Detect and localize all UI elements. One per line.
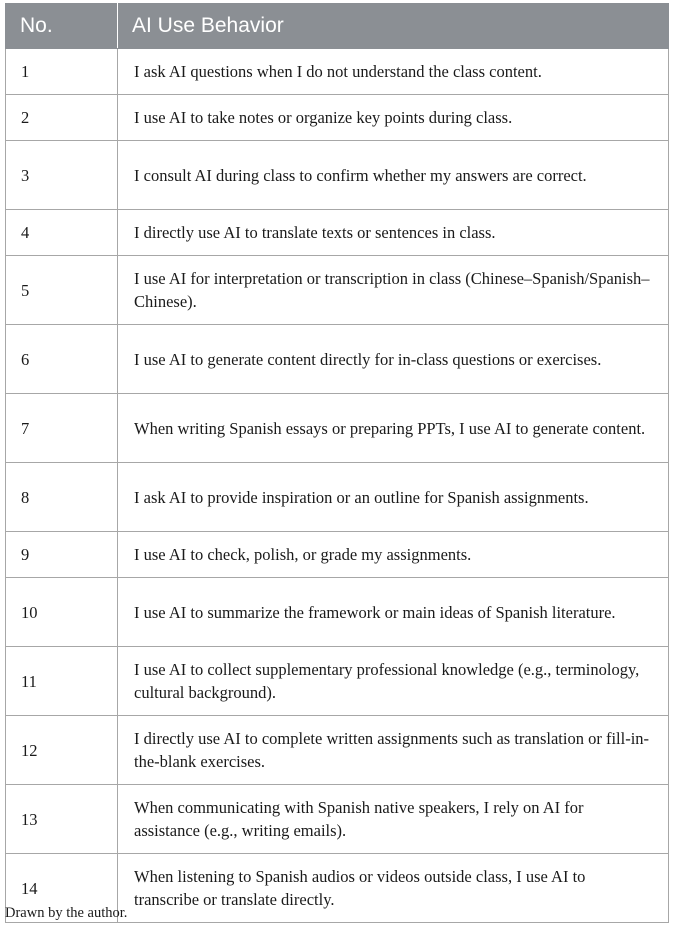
row-number: 2 (6, 95, 118, 141)
row-number: 9 (6, 532, 118, 578)
table-header-row (6, 4, 669, 49)
behavior-text: I ask AI questions when I do not understand the class content. (118, 49, 669, 95)
behavior-text: When communicating with Spanish native speakers, I rely on AI for assistance (e.g., writing emails). (118, 785, 669, 854)
row-number: 5 (6, 256, 118, 325)
behavior-text: I use AI to generate content directly for in-class questions or exercises. (118, 325, 669, 394)
row-number: 4 (6, 210, 118, 256)
row-number: 14 (6, 854, 118, 923)
behavior-text: I use AI to collect supplementary professional knowledge (e.g., terminology, cultural background). (118, 647, 669, 716)
behavior-text: I use AI to check, polish, or grade my assignments. (118, 532, 669, 578)
row-number: 6 (6, 325, 118, 394)
table-row (6, 256, 669, 325)
behavior-text: I directly use AI to complete written assignments such as translation or fill-in-the-blank exercises. (118, 716, 669, 785)
table-row (6, 463, 669, 532)
row-number: 11 (6, 647, 118, 716)
behavior-text: I consult AI during class to confirm whether my answers are correct. (118, 141, 669, 210)
ai-use-behavior-table (5, 3, 669, 923)
table-row (6, 95, 669, 141)
table-caption: Drawn by the author. (5, 905, 128, 921)
table-row (6, 532, 669, 578)
table-row (6, 785, 669, 854)
table-row (6, 325, 669, 394)
row-number: 12 (6, 716, 118, 785)
column-header-behavior: AI Use Behavior (118, 4, 669, 49)
behavior-text: When listening to Spanish audios or videos outside class, I use AI to transcribe or translate directly. (118, 854, 669, 923)
table-row (6, 716, 669, 785)
row-number: 10 (6, 578, 118, 647)
row-number: 3 (6, 141, 118, 210)
table-row (6, 578, 669, 647)
ai-use-behavior-table-container (5, 3, 668, 923)
behavior-text: I ask AI to provide inspiration or an outline for Spanish assignments. (118, 463, 669, 532)
row-number: 1 (6, 49, 118, 95)
table-row (6, 141, 669, 210)
behavior-text: I use AI to take notes or organize key points during class. (118, 95, 669, 141)
row-number: 7 (6, 394, 118, 463)
table-row (6, 210, 669, 256)
table-row (6, 49, 669, 95)
row-number: 8 (6, 463, 118, 532)
column-header-no: No. (6, 4, 118, 49)
row-number: 13 (6, 785, 118, 854)
table-row (6, 647, 669, 716)
table-row (6, 394, 669, 463)
behavior-text: When writing Spanish essays or preparing PPTs, I use AI to generate content. (118, 394, 669, 463)
behavior-text: I use AI to summarize the framework or main ideas of Spanish literature. (118, 578, 669, 647)
behavior-text: I use AI for interpretation or transcription in class (Chinese–Spanish/Spanish–Chinese). (118, 256, 669, 325)
behavior-text: I directly use AI to translate texts or sentences in class. (118, 210, 669, 256)
